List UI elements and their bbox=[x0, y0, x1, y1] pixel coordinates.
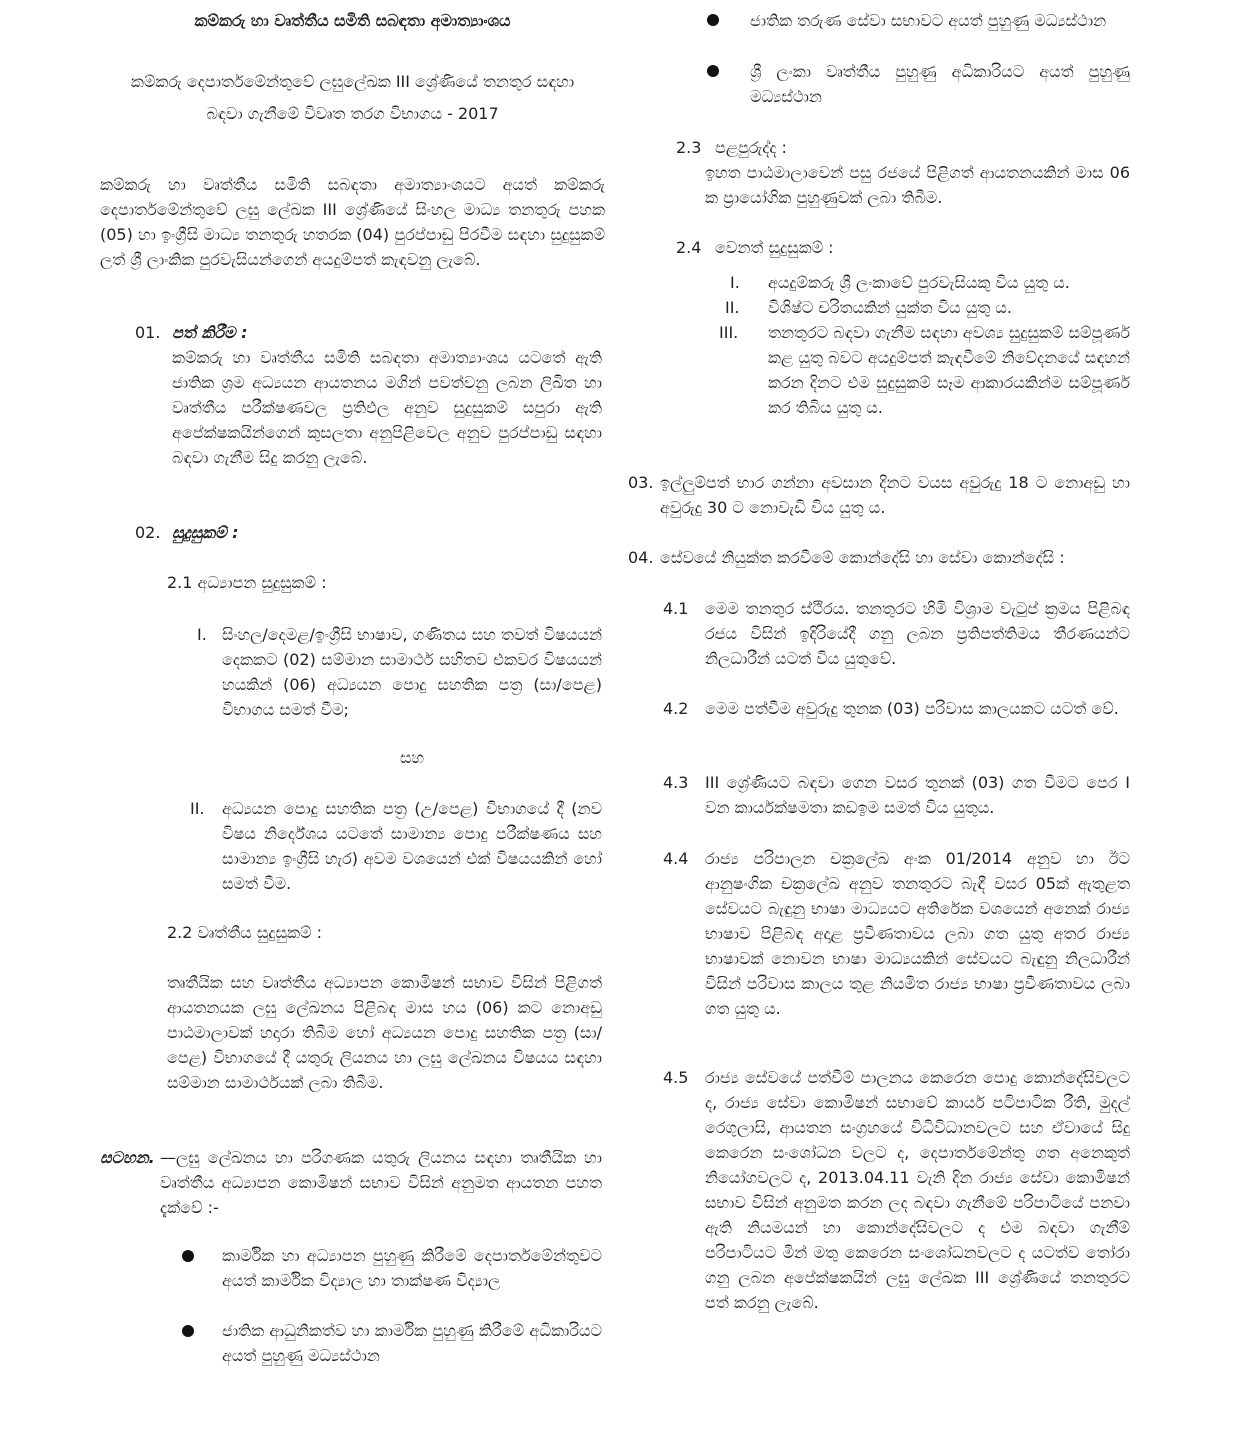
exam-title: කම්කරු දෙපාර්තමේන්තුවේ ලඝුලේඛක III ශ්‍රේණියේ තනතුර සඳහා බඳවා ගැනීමේ විවෘත තරග විභාගය - 2017 bbox=[130, 72, 575, 123]
subsection-2-3-text: ඉහත පාඨමාලාවෙන් පසු රජයේ පිළිගත් ආයතනයකින් මාස 06 ක ප්‍රායෝගික පුහුණුවක් ලබා තිබීම. bbox=[705, 163, 1130, 207]
bullet-dot bbox=[182, 1250, 194, 1262]
bullet-dot bbox=[182, 1325, 194, 1337]
condition-text: රාජ්‍ය පරිපාලන චක්‍රලේඛ අංක 01/2014 අනුව හා ඊට ආනුෂංගික චක්‍රලේඛ අනුව තනතුරට බැඳී වසර 05ක් ඇතුළත සේවයට බැඳුනු භාෂා මාධ්‍යයට අතිරේක වශයෙන් අනෙක් රාජ්‍ය භාෂාව පිළිබඳ අදාළ ප්‍රවීණතාවය ලබා ගත යුතු අතර රාජ්‍ය භාෂාවක් නොවන භාෂා මාධ්‍යයකින් සේවයට බැඳුනු නිලධාරීන් විසින් පරිවාස කාලය තුළ නියමිත රාජ්‍ය භාෂා ප්‍රවීණතාවය ලබා ගත යුතු ය. bbox=[705, 849, 1130, 1018]
institution-bullet-3: ජාතික තරුණ සේවා සභාවට අයත් පුහුණු මධ්‍යස්ථාන bbox=[750, 11, 1107, 30]
condition-number: 4.4 bbox=[663, 849, 689, 868]
subsection-2-2-text: තෘතීයික සහ වෘත්තීය අධ්‍යාපන කොමිෂන් සභාව විසින් පිළිගත් ආයතනයක ලඝු ලේඛනය පිළිබඳ මාස හය (06) කට නොඅඩු පාඨමාලාවක් හදාරා තිබීම හෝ අධ්‍යයන පොදු සහතික පත්‍ර (සා/පෙළ) විභාගයේ දී යතුරු ලියනය හා ලඝු ලේඛනය විෂයය සඳහා සම්මාන සාමාර්ථයක් ලබා තිබීම. bbox=[167, 973, 602, 1092]
condition-text: මෙම තනතුර ස්ථිරය. තනතුරට හිමි විශ්‍රාම වැටුප් ක්‍රමය පිළිබඳ රජය විසින් ඉදිරියේදී ගනු ලබන ප්‍රතිපත්තිමය තීරණයන්ට නිලධාරීන් යටත් විය යුතුවේ. bbox=[705, 599, 1130, 668]
condition-number: 4.2 bbox=[663, 699, 689, 718]
bullet-dot bbox=[707, 14, 719, 26]
condition-number: 4.5 bbox=[663, 1068, 689, 1087]
section-01-number: 01. bbox=[135, 323, 161, 342]
section-02-number: 02. bbox=[135, 523, 161, 542]
section-02-title: සුදුසුකම් : bbox=[172, 523, 239, 542]
other-qualification-text: අයදුම්කරු ශ්‍රී ලංකාවේ පුරවැසියකු විය යුතු ය. bbox=[768, 273, 1070, 292]
qualification-i-number: I. bbox=[197, 625, 207, 644]
subsection-2-4-title: වෙනත් සුදුසුකම් : bbox=[715, 238, 834, 257]
institution-bullet-4: ශ්‍රී ලංකා වෘත්තීය පුහුණු අධිකාරියට අයත් පුහුණු මධ්‍යස්ථාන bbox=[750, 62, 1130, 106]
subsection-2-3-number: 2.3 bbox=[676, 138, 702, 157]
section-01-body: කම්කරු හා වෘත්තීය සමිති සබඳතා අමාත්‍යාංශය යටතේ ඇති ජාතික ශ්‍රම අධ්‍යයන ආයතනය මගින් පවත්වනු ලබන ලිඛිත හා වෘත්තීය පරීක්ෂණවල ප්‍රතිඵල අනුව සුදුසුකම් සපුරා ඇති අපේක්ෂකයින්ගෙන් කුසලතා අනුපිළිවෙල අනුව පුරප්පාඩු සඳහා බඳවා ගැනීම සිදු කරනු ලැබේ. bbox=[172, 348, 602, 467]
bullet-dot bbox=[707, 65, 719, 77]
section-04-title: සේවයේ නියුක්ත කරවීමේ කොන්දේසි හා සේවා කොන්දේසි : bbox=[660, 548, 1065, 567]
and-connector: සහ bbox=[399, 748, 425, 767]
subsection-2-2-title: 2.2 වෘත්තීය සුදුසුකම් : bbox=[167, 923, 322, 942]
other-qualification-text: විශිෂ්ට චරිතයකින් යුක්ත විය යුතු ය. bbox=[768, 298, 1012, 317]
condition-number: 4.1 bbox=[663, 599, 689, 618]
intro-paragraph: කම්කරු හා වෘත්තීය සමිති සබඳතා අමාත්‍යාංශයට අයත් කම්කරු දෙපාර්තමේන්තුවේ ලඝු ලේඛක III ශ්‍රේණියේ සිංහල මාධ්‍ය තනතුරු පහක (05) හා ඉංග්‍රීසි මාධ්‍ය තනතුරු හතරක (04) පුරප්පාඩු පිරවීම සඳහා සුදුසුකම් ලත් ශ්‍රී ලාංකික පුරවැසියන්ගෙන් අයදුම්පත් කැඳවනු ලැබේ. bbox=[100, 175, 605, 269]
qualification-ii-number: II. bbox=[190, 799, 205, 818]
section-01-title: පත් කිරීම : bbox=[172, 323, 248, 342]
qualification-i-text: සිංහල/දෙමළ/ඉංග්‍රීසි භාෂාව, ගණිතය සහ තවත් විෂයයන් දෙකකට (02) සම්මාන සාමාර්ථ සහිතව එකවර විෂයයන් හයකින් (06) අධ්‍යයන පොදු සහතික පත්‍ර (සා/පෙළ) විභාගය සමත් වීම; bbox=[222, 625, 602, 719]
other-qualification-text: තනතුරට බඳවා ගැනීම සඳහා අවශ්‍ය සුදුසුකම් සම්පූර්ණ කළ යුතු බවට අයදුම්පත් කැඳවීමේ නිවේදනයේ සඳහන් කරන දිනට එම සුදුසුකම් සෑම ආකාරයකින්ම සම්පූර්ණ කර තිබිය යුතු ය. bbox=[768, 323, 1130, 417]
condition-text: මෙම පත්වීම අවුරුදු තුනක (03) පරිවාස කාලයකට යටත් වේ. bbox=[705, 699, 1119, 718]
other-qualification-number: I. bbox=[730, 273, 740, 292]
condition-text: III ශ්‍රේණියට බඳවා ගෙන වසර තුනක් (03) ගත වීමට පෙර I වන කාර්යක්ෂමතා කඩඉම සමත් විය යුතුය. bbox=[705, 773, 1130, 817]
note-text: —ලඝු ලේඛනය හා පරිගණක යතුරු ලියනය සඳහා තෘතීයික හා වෘත්තීය අධ්‍යාපන කොමිෂන් සභාව විසින් අනුමත ආයතන පහත දැක්වේ :- bbox=[160, 1148, 602, 1217]
condition-number: 4.3 bbox=[663, 773, 689, 792]
institution-bullet-2: ජාතික ආධුනිකත්ව හා කාර්මික පුහුණු කිරීමේ අධිකාරියට අයත් පුහුණු මධ්‍යස්ථාන bbox=[222, 1321, 602, 1365]
section-04-number: 04. bbox=[628, 548, 654, 567]
subsection-2-4-number: 2.4 bbox=[676, 238, 702, 257]
other-qualification-number: II. bbox=[725, 298, 740, 317]
section-03-text: ඉල්ලුම්පත් භාර ගන්නා අවසාන දිනට වයස අවුරුදු 18 ට නොඅඩු හා අවුරුදු 30 ට නොවැඩි විය යුතු ය. bbox=[660, 473, 1130, 517]
condition-text: රාජ්‍ය සේවයේ පත්වීම් පාලනය කෙරෙන පොදු කොන්දේසිවලට ද, රාජ්‍ය සේවා කොමිෂන් සභාවේ කාර්ය පටිපාටික රීති, මුදල් රෙගුලාසි, ආයතන සංග්‍රහයේ විධිවිධානවලට සහ ඒවායේ සිදු කෙරෙන සංශෝධන වලට ද, දෙපාර්තමේන්තු ගත අනෙකුත් නියෝගවලට ද, 2013.04.11 වැනි දින රාජ්‍ය සේවා කොමිෂන් සභාව විසින් අනුමත කරන ලද බඳවා ගැනීමේ පරිපාටියේ පනවා ඇති නියමයන් හා කොන්දේසිවලට ද එම බඳවා ගැනීම් පරිපාටියට මින් මතු කෙරෙන සංශෝධනවලට ද යටත්ව තෝරා ගනු ලබන අපේක්ෂකයින් ලඝු ලේඛක III ශ්‍රේණියේ තනතුරට පත් කරනු ලැබේ. bbox=[705, 1068, 1130, 1312]
qualification-ii-text: අධ්‍යයන පොදු සහතික පත්‍ර (උ/පෙළ) විභාගයේ දී (නව විෂය නිර්දේශය යටතේ සාමාන්‍ය පොදු පරීක්ෂණය සහ සාමාන්‍ය ඉංග්‍රීසි හැර) අවම වශයෙන් එක් විෂයයකින් හෝ සමත් වීම. bbox=[222, 799, 602, 893]
subsection-2-1-title: 2.1 අධ්‍යාපන සුදුසුකම් : bbox=[167, 573, 327, 592]
institution-bullet-1: කාර්මික හා අධ්‍යාපන පුහුණු කිරීමේ දෙපාර්තමේන්තුවට අයත් කාර්මික විද්‍යාල හා තාක්ෂණ විද්‍යාල bbox=[222, 1246, 602, 1290]
ministry-heading: කම්කරු හා වෘත්තීය සමිති සබඳතා අමාත්‍යාංශය bbox=[194, 11, 511, 30]
other-qualification-number: III. bbox=[719, 323, 739, 342]
subsection-2-3-title: පළපුරුද්ද : bbox=[715, 138, 787, 157]
note-label: සටහන. bbox=[100, 1148, 155, 1167]
section-03-number: 03. bbox=[628, 473, 654, 492]
